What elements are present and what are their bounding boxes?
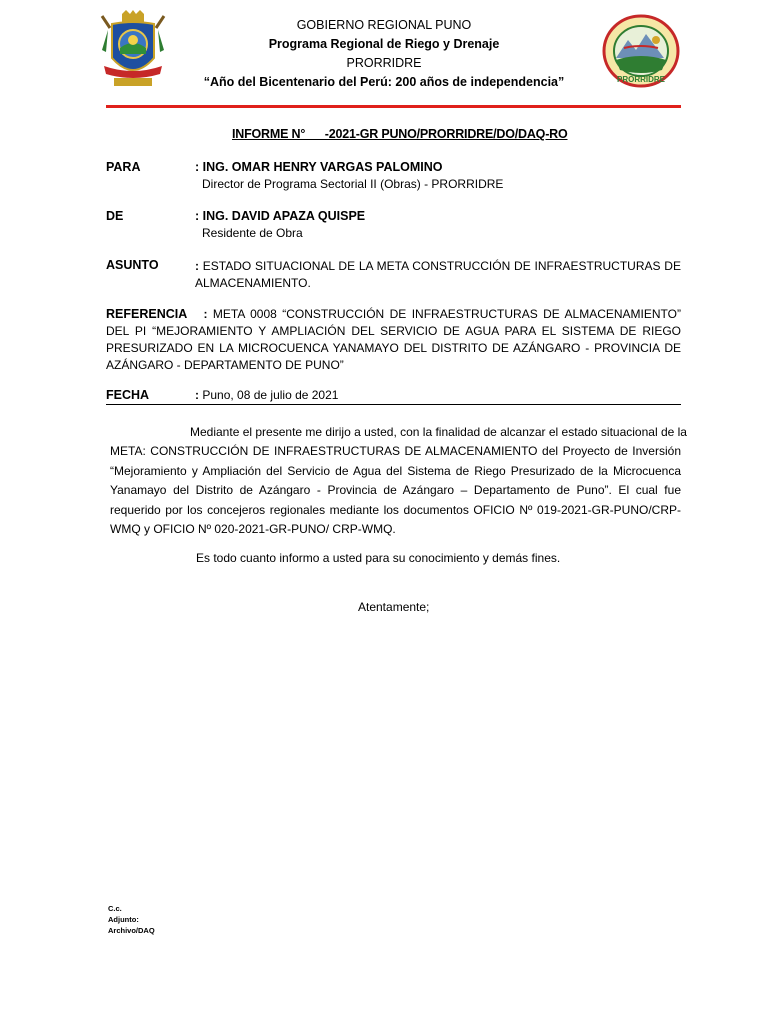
header-year-motto: “Año del Bicentenario del Perú: 200 años de independencia” (203, 75, 565, 89)
header-program: Programa Regional de Riego y Drenaje (268, 37, 500, 51)
body-first-line: Mediante el presente me dirijo a usted, con la finalidad de alcanzar el estado situacional de la (190, 425, 687, 439)
fecha-text: Puno, 08 de julio de 2021 (202, 388, 339, 402)
fecha-colon: : (195, 388, 199, 402)
report-title: INFORME N° -2021-GR PUNO/PRORRIDRE/DO/DAQ-RO (232, 127, 568, 141)
fecha-block (195, 388, 338, 402)
para-name: : ING. OMAR HENRY VARGAS PALOMINO (195, 160, 443, 174)
seal-text: PRORRIDRE (616, 75, 666, 84)
referencia-text: META 0008 “CONSTRUCCIÓN DE INFRAESTRUCTURAS DE ALMACENAMIENTO” DEL PI “MEJORAMIENTO Y AMPLIACIÓN DEL SERVICIO DE AGUA PARA EL SISTEMA DE RIEGO PRESURIZADO EN LA MICROCUENCA YANAMAYO DEL DISTRITO DE AZÁNGARO - PROVINCIA DE AZÁNGARO - DEPARTAMENTO DE PUNO” (106, 307, 681, 372)
footer-adjunto: Adjunto: (108, 915, 139, 924)
footer-archivo: Archivo/DAQ (108, 926, 155, 935)
fecha-divider (106, 404, 681, 405)
header-divider (106, 105, 681, 108)
fecha-label: FECHA (106, 388, 150, 402)
referencia-label: REFERENCIA (106, 307, 188, 321)
footer-cc: C.c. (108, 904, 122, 913)
para-role: Director de Programa Sectorial II (Obras) - PRORRIDRE (202, 177, 504, 191)
asunto-block (195, 258, 681, 292)
referencia-block (106, 306, 681, 374)
referencia-colon: : (203, 307, 208, 321)
header-government: GOBIERNO REGIONAL PUNO (296, 18, 472, 32)
asunto-colon: : (195, 259, 199, 273)
signoff: Atentamente; (358, 600, 430, 614)
prorridre-seal-icon (602, 14, 680, 88)
body-paragraph: META: CONSTRUCCIÓN DE INFRAESTRUCTURAS DE ALMACENAMIENTO del Proyecto de Inversión “Mejoramiento y Ampliación del Servicio de Agua del Sistema de Riego Presurizado de la Microcuenca Yanamayo del Distrito de Azángaro - Provincia de Azángaro – Departamento de Puno”. El cual fue requerido por los concejeros regionales mediante los documentos OFICIO Nº 019-2021-GR-PUNO/CRP-WMQ y OFICIO Nº 020-2021-GR-PUNO/ CRP-WMQ. (110, 444, 681, 536)
de-role: Residente de Obra (202, 226, 303, 240)
closing-line: Es todo cuanto informo a usted para su conocimiento y demás fines. (196, 551, 561, 565)
de-name: : ING. DAVID APAZA QUISPE (195, 209, 366, 223)
de-label: DE (106, 209, 124, 223)
asunto-text: ESTADO SITUACIONAL DE LA META CONSTRUCCIÓN DE INFRAESTRUCTURAS DE ALMACENAMIENTO. (195, 259, 681, 290)
para-label: PARA (106, 160, 141, 174)
header-acronym: PRORRIDRE (346, 56, 422, 70)
asunto-label: ASUNTO (106, 258, 159, 272)
